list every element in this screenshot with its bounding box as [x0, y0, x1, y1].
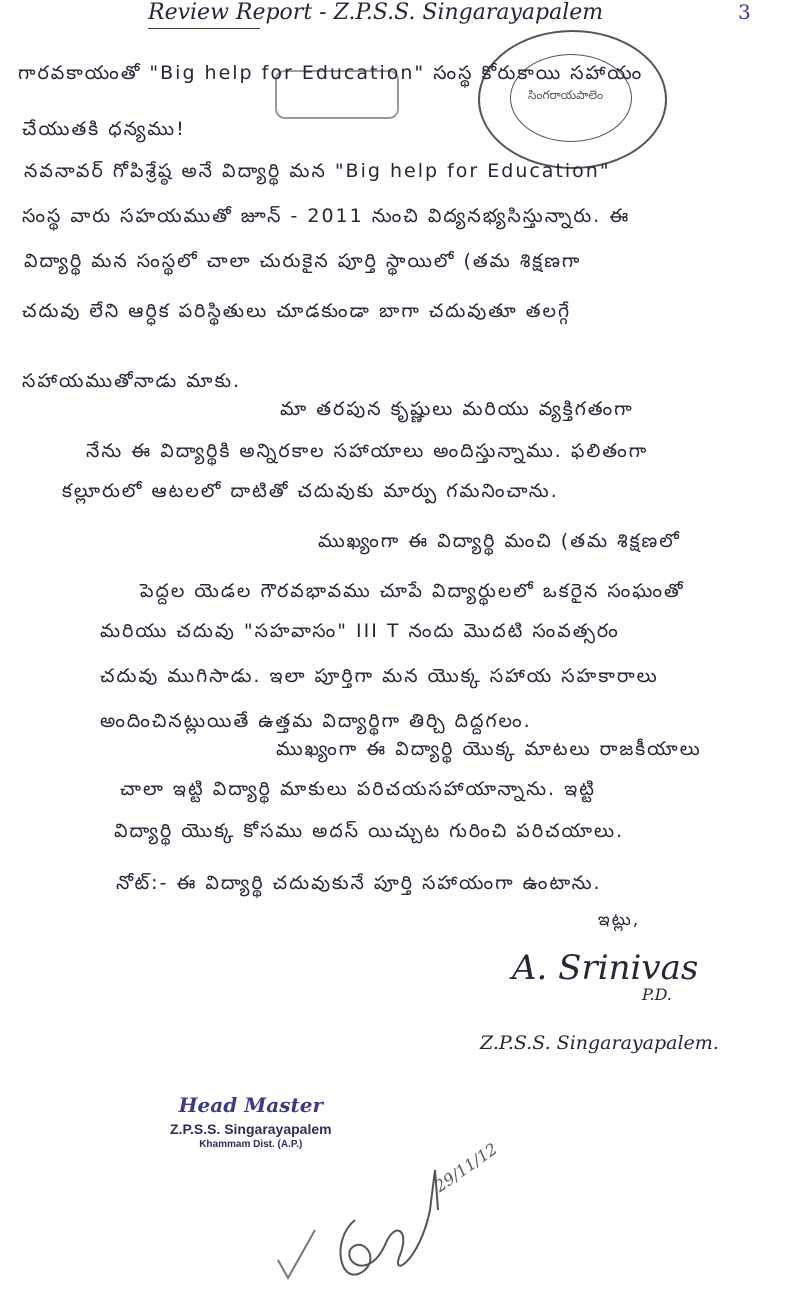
headmaster-stamp-district: Khammam Dist. (A.P.) — [199, 1139, 303, 1150]
body-line: మరియు చదువు "సహవాసం" III T నందు మొదటి సంవత్సరం — [100, 620, 620, 642]
signature-stroke — [341, 1170, 438, 1275]
page-number: 3 — [738, 0, 751, 24]
body-line: సహాయముతోనాడు మాకు. — [22, 370, 242, 392]
body-line: నవనావర్ గోపిశ్రేష్ఠ అనే విద్యార్థి మన "Big help for Education" — [24, 160, 611, 182]
bottom-signature-date: 29/11/12 — [431, 1139, 501, 1196]
body-line: విద్యార్థి మన సంస్థలో చాలా చురుకైన పూర్తి స్థాయిలో (తమ శిక్షణగా — [24, 250, 582, 272]
round-office-stamp — [478, 30, 667, 169]
body-line: పెద్దల యెడల గౌరవభావము చూపే విద్యార్థులలో ఒకరైన సంఘంతో — [140, 580, 685, 602]
round-stamp-text: సింగరాయపాలెం — [528, 88, 604, 102]
body-line: చాలా ఇట్టి విద్యార్థి మాకులు పరిచయసహాయాన్నాను. ఇట్టి — [120, 778, 596, 800]
tick-mark — [278, 1230, 315, 1278]
headmaster-stamp-title: Head Master — [178, 1093, 323, 1117]
headmaster-stamp — [170, 1093, 332, 1150]
body-line: చదువు లేని ఆర్ధిక పరిస్థితులు చూడకుండా బాగా చదువుతూ తలగ్గే — [22, 300, 572, 322]
page-title: Review Report - Z.P.S.S. Singarayapalem — [148, 0, 604, 25]
signature-school: Z.P.S.S. Singarayapalem. — [480, 1032, 719, 1054]
body-line: సంస్థ వారు సహయముతో జూన్ - 2011 నుంచి విద్యనభ్యసిస్తున్నారు. ఈ — [22, 205, 631, 227]
closing-salutation: ఇట్లు, — [598, 910, 641, 930]
body-line: చేయుతకి ధన్యము! — [22, 118, 186, 140]
body-line: గారవకాయంతో "Big help for Education" సంస్థ కోరుకాయి సహాయం — [18, 62, 644, 84]
body-line: చదువు ముగిసాడు. ఇలా పూర్తిగా మన యొక్క సహాయ సహకారాలు — [100, 665, 659, 687]
bottom-signature-scrawl — [260, 1150, 520, 1300]
headmaster-stamp-school: Z.P.S.S. Singarayapalem — [170, 1121, 332, 1137]
body-line: అందించినట్లుయితే ఉత్తమ విద్యార్థిగా తిర్చి దిద్దగలం. — [100, 710, 532, 732]
body-line: నేను ఈ విద్యార్థికి అన్నిరకాల సహాయాలు అందిస్తున్నాము. ఫలితంగా — [86, 440, 649, 462]
body-line: ముఖ్యంగా ఈ విద్యార్థి మంచి (తమ శిక్షణలో — [318, 530, 681, 552]
body-line: ముఖ్యంగా ఈ విద్యార్థి యొక్క మాటలు రాజకీయాలు — [276, 738, 702, 760]
title-underline — [148, 28, 260, 29]
body-line: నోట్:- ఈ విద్యార్థి చదువుకునే పూర్తి సహాయంగా ఉంటాను. — [116, 872, 602, 894]
body-line: విద్యార్థి యొక్క కోసము అదస్ యిచ్చుట గురించి పరిచయాలు. — [114, 820, 625, 842]
signature-name: A. Srinivas — [512, 948, 699, 988]
body-line: కల్లూరులో ఆటలలో దాటితో చదువుకు మార్పు గమనించాను. — [62, 480, 559, 502]
signature-designation: P.D. — [642, 985, 672, 1004]
body-line: మా తరపున కృష్ణులు మరియు వ్యక్తిగతంగా — [280, 398, 634, 420]
